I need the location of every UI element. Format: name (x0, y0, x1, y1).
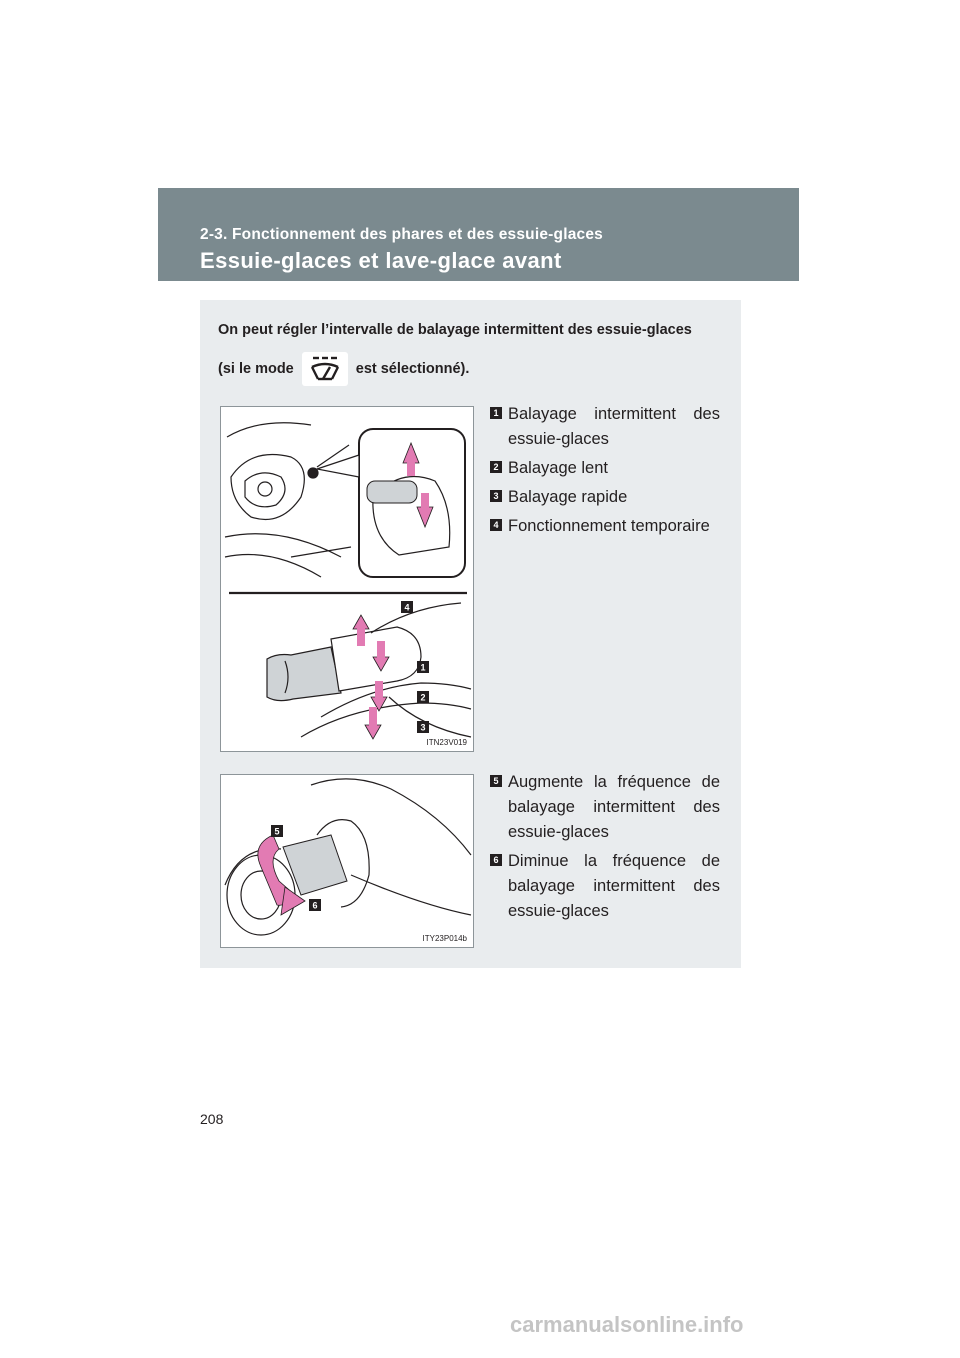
callout-2 (417, 691, 429, 703)
figure-wiper-lever-positions (220, 406, 474, 752)
list-item (490, 402, 720, 452)
svg-text:1: 1 (420, 662, 426, 673)
dashboard-illustration (225, 423, 351, 577)
svg-text:6: 6 (312, 900, 318, 911)
intro-text-before: (si le mode (218, 361, 294, 377)
list-item (490, 456, 720, 481)
number-badge: 4 (490, 519, 502, 531)
number-badge: 3 (490, 490, 502, 502)
list-item (490, 514, 720, 539)
page-number: 208 (200, 1111, 224, 1127)
list-item-text: Balayage intermittent des essuie-glaces (508, 405, 720, 448)
callout-5 (271, 825, 283, 837)
header-band (158, 188, 799, 281)
list-item-text: Balayage lent (508, 459, 608, 477)
list-item-text: Augmente la fréquence de balayage intermittent des essuie-glaces (508, 773, 720, 841)
number-badge: 2 (490, 461, 502, 473)
frequency-adjust-list (490, 770, 720, 928)
list-item (490, 849, 720, 924)
intro-text: On peut régler l’intervalle de balayage intermittent des essuie-glaces (218, 322, 692, 338)
intro-text-after: est sélectionné). (355, 361, 470, 377)
callout-1 (417, 661, 429, 673)
svg-text:2: 2 (420, 692, 426, 703)
content-box (200, 300, 741, 968)
page-title: Essuie-glaces et lave-glace avant (200, 248, 562, 273)
list-item (490, 485, 720, 510)
number-badge: 5 (490, 775, 502, 787)
list-item (490, 770, 720, 845)
section-title: 2-3. Fonctionnement des phares et des essuie-glaces (200, 226, 603, 243)
intro-text-mode (218, 352, 469, 386)
svg-text:3: 3 (420, 722, 426, 733)
callout-6 (309, 899, 321, 911)
svg-text:4: 4 (404, 602, 410, 613)
list-item-text: Balayage rapide (508, 488, 628, 506)
watermark: carmanualsonline.info (510, 1312, 744, 1337)
wiper-positions-list (490, 402, 720, 543)
intermittent-wiper-icon (302, 352, 348, 386)
svg-text:5: 5 (274, 826, 280, 837)
callout-3 (417, 721, 429, 733)
figure-code: ITN23V019 (426, 738, 467, 747)
number-badge: 6 (490, 854, 502, 866)
figure-code: ITY23P014b (422, 934, 467, 943)
number-badge: 1 (490, 407, 502, 419)
callout-4 (401, 601, 413, 613)
figure-intermittent-adjust (220, 774, 474, 948)
list-item-text: Diminue la fréquence de balayage intermittent des essuie-glaces (508, 852, 720, 920)
list-item-text: Fonctionnement temporaire (508, 517, 710, 535)
